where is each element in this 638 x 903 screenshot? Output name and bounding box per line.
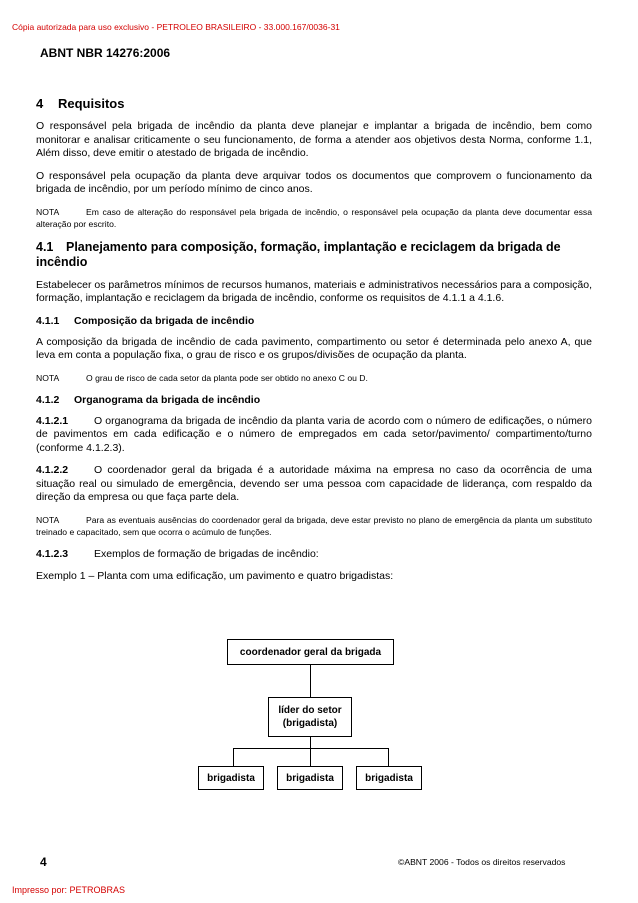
- member-box: [356, 766, 422, 790]
- example-caption: Exemplo 1 – Planta com uma edificação, um pavimento e quatro brigadistas:: [36, 570, 394, 582]
- watermark-top: Cópia autorizada para uso exclusivo - PETROLEO BRASILEIRO - 33.000.167/0036-31: [12, 22, 340, 32]
- note-text: O grau de risco de cada setor da planta pode ser obtido no anexo C ou D.: [86, 372, 368, 383]
- section-4-1-2-heading: [36, 394, 592, 406]
- note-label: NOTA: [36, 514, 60, 525]
- section-number: 4.1.1: [36, 314, 60, 327]
- note: [36, 372, 592, 384]
- member-box: [277, 766, 343, 790]
- connector-line: [388, 748, 389, 766]
- leader-box: [268, 697, 352, 737]
- note-label: NOTA: [36, 372, 60, 383]
- paragraph-text: Exemplos de formação de brigadas de incêndio:: [94, 547, 319, 560]
- connector-line: [310, 748, 311, 766]
- coordinator-box: [227, 639, 394, 665]
- paragraph: O responsável pela brigada de incêndio da planta deve planejar e implantar a brigada de incêndio, bem como monitorar e analisar criticamente o seu funcionamento, de forma a atender aos objetivos desta Norma, conforme 1.1, Além disso, deve emitir o atestado de brigada de incêndio.: [36, 120, 592, 159]
- paragraph-4-1-2-2: [36, 464, 592, 505]
- member-label: brigadista: [207, 772, 255, 784]
- page-number: 4: [40, 855, 47, 869]
- note-label: NOTA: [36, 206, 60, 217]
- section-number: 4.1.2: [36, 393, 60, 406]
- connector-line: [310, 737, 311, 748]
- paragraph-4-1-2-1: [36, 415, 592, 456]
- note-text: Em caso de alteração do responsável pela brigada de incêndio, o responsável pela ocupação da planta deve documentar essa alteração por escrito.: [36, 206, 592, 229]
- connector-line: [310, 665, 311, 697]
- paragraph: Estabelecer os parâmetros mínimos de recursos humanos, materiais e administrativos necessários para a composição, formação, implantação e reciclagem da brigada de incêndio, conforme os requisitos de 4.1.1 a 4.1.6.: [36, 278, 592, 304]
- section-number: 4.1: [36, 239, 54, 254]
- copyright-notice: ©ABNT 2006 - Todos os direitos reservados: [398, 857, 566, 867]
- section-number: 4: [36, 96, 44, 111]
- section-4-1-heading: [36, 240, 592, 270]
- section-title: Requisitos: [58, 96, 125, 111]
- section-title: Planejamento para composição, formação, implantação e reciclagem da brigada de incêndio: [36, 239, 561, 269]
- section-title: Composição da brigada de incêndio: [74, 314, 255, 327]
- note-text: Para as eventuais ausências do coordenador geral da brigada, deve estar previsto no plano de emergência da planta um substituto treinado e capacitado, sem que ocorra o acúmulo de funções.: [36, 514, 592, 537]
- connector-line: [233, 748, 234, 766]
- section-title: Organograma da brigada de incêndio: [74, 393, 261, 406]
- paragraph-4-1-2-3: [36, 548, 592, 562]
- section-4-heading: [36, 96, 592, 111]
- paragraph: A composição da brigada de incêndio de cada pavimento, compartimento ou setor é determinada pelo anexo A, que leva em conta a população fixa, o grau de risco e os grupos/divisões de ocupação da planta.: [36, 335, 592, 361]
- paragraph: O responsável pela ocupação da planta deve arquivar todos os documentos que comprovem o funcionamento da brigada de incêndio, por um período mínimo de cinco anos.: [36, 169, 592, 195]
- watermark-bottom: Impresso por: PETROBRAS: [12, 885, 126, 895]
- document-id: ABNT NBR 14276:2006: [40, 46, 171, 60]
- paragraph-text: O coordenador geral da brigada é a autoridade máxima na empresa no caso da ocorrência de uma situação real ou simulado de emergência, devendo ser uma pessoa com capacidade de liderança, com respaldo da direção da empresa ou que faça parte dela.: [36, 464, 592, 503]
- section-number: 4.1.2.3: [36, 547, 69, 560]
- page-content: [36, 96, 592, 593]
- leader-label-line2: (brigadista): [282, 718, 338, 729]
- section-number: 4.1.2.1: [36, 414, 69, 427]
- member-box: [198, 766, 264, 790]
- note: [36, 514, 592, 538]
- leader-label-line1: líder do setor: [278, 705, 342, 716]
- note: [36, 206, 592, 230]
- section-number: 4.1.2.2: [36, 464, 69, 476]
- section-4-1-1-heading: [36, 315, 592, 327]
- member-label: brigadista: [286, 772, 334, 784]
- coordinator-label: coordenador geral da brigada: [239, 646, 382, 658]
- paragraph-text: O organograma da brigada de incêndio da planta varia de acordo com o número de edificações, o número de pavimentos em cada edificação e o número de empregados em cada setor/pavimento/ compartimento/turno (conforme 4.1.2.3).: [36, 414, 592, 454]
- member-label: brigadista: [365, 772, 413, 784]
